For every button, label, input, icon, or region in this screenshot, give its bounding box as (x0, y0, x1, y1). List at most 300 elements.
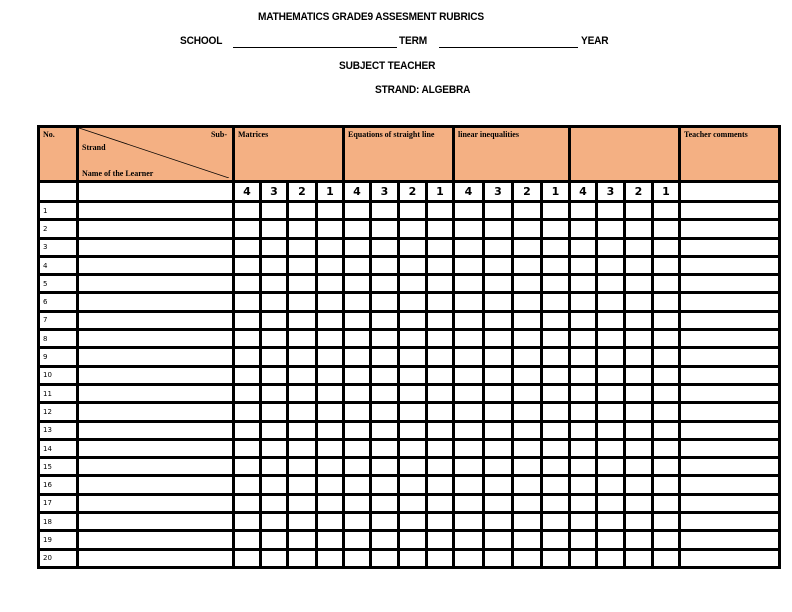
learner-name-cell[interactable] (78, 494, 234, 512)
score-cell[interactable] (344, 439, 371, 457)
score-cell[interactable] (484, 293, 513, 311)
score-cell[interactable] (484, 220, 513, 238)
score-cell[interactable] (399, 549, 427, 567)
learner-name-cell[interactable] (78, 384, 234, 402)
score-cell[interactable] (570, 476, 597, 494)
score-cell[interactable] (399, 384, 427, 402)
score-cell[interactable] (625, 494, 653, 512)
score-cell[interactable] (570, 494, 597, 512)
score-cell[interactable] (653, 311, 680, 329)
score-cell[interactable] (570, 220, 597, 238)
score-cell[interactable] (427, 476, 454, 494)
score-cell[interactable] (261, 476, 288, 494)
score-cell[interactable] (513, 202, 542, 220)
score-cell[interactable] (427, 513, 454, 531)
score-cell[interactable] (261, 366, 288, 384)
score-cell[interactable] (344, 275, 371, 293)
score-cell[interactable] (513, 476, 542, 494)
score-cell[interactable] (261, 531, 288, 549)
score-cell[interactable] (261, 330, 288, 348)
score-cell[interactable] (484, 275, 513, 293)
score-cell[interactable] (261, 403, 288, 421)
teacher-comment-cell[interactable] (680, 220, 780, 238)
score-cell[interactable] (570, 348, 597, 366)
score-cell[interactable] (344, 220, 371, 238)
teacher-comment-cell[interactable] (680, 458, 780, 476)
score-cell[interactable] (427, 384, 454, 402)
score-cell[interactable] (317, 256, 344, 274)
score-cell[interactable] (399, 513, 427, 531)
learner-name-cell[interactable] (78, 531, 234, 549)
score-cell[interactable] (454, 256, 484, 274)
score-cell[interactable] (399, 458, 427, 476)
score-cell[interactable] (597, 330, 625, 348)
score-cell[interactable] (261, 421, 288, 439)
score-cell[interactable] (371, 513, 399, 531)
score-cell[interactable] (288, 330, 317, 348)
score-cell[interactable] (570, 531, 597, 549)
score-cell[interactable] (234, 476, 261, 494)
score-cell[interactable] (653, 348, 680, 366)
score-cell[interactable] (625, 513, 653, 531)
score-cell[interactable] (317, 458, 344, 476)
score-cell[interactable] (427, 403, 454, 421)
score-cell[interactable] (371, 384, 399, 402)
score-cell[interactable] (513, 513, 542, 531)
score-cell[interactable] (570, 549, 597, 567)
score-cell[interactable] (288, 238, 317, 256)
score-cell[interactable] (653, 403, 680, 421)
learner-name-cell[interactable] (78, 476, 234, 494)
learner-name-cell[interactable] (78, 513, 234, 531)
score-cell[interactable] (625, 439, 653, 457)
score-cell[interactable] (570, 439, 597, 457)
score-cell[interactable] (484, 348, 513, 366)
score-cell[interactable] (317, 220, 344, 238)
score-cell[interactable] (317, 439, 344, 457)
score-cell[interactable] (597, 311, 625, 329)
score-cell[interactable] (344, 366, 371, 384)
score-cell[interactable] (513, 549, 542, 567)
score-cell[interactable] (399, 256, 427, 274)
learner-name-cell[interactable] (78, 439, 234, 457)
teacher-comment-cell[interactable] (680, 366, 780, 384)
teacher-comment-cell[interactable] (680, 439, 780, 457)
score-cell[interactable] (653, 366, 680, 384)
score-cell[interactable] (288, 202, 317, 220)
learner-name-cell[interactable] (78, 293, 234, 311)
score-cell[interactable] (484, 439, 513, 457)
score-cell[interactable] (317, 293, 344, 311)
score-cell[interactable] (484, 238, 513, 256)
score-cell[interactable] (261, 513, 288, 531)
score-cell[interactable] (484, 384, 513, 402)
score-cell[interactable] (542, 513, 570, 531)
teacher-comment-cell[interactable] (680, 202, 780, 220)
score-cell[interactable] (234, 238, 261, 256)
score-cell[interactable] (653, 256, 680, 274)
score-cell[interactable] (427, 330, 454, 348)
score-cell[interactable] (344, 421, 371, 439)
score-cell[interactable] (570, 384, 597, 402)
score-cell[interactable] (597, 220, 625, 238)
score-cell[interactable] (513, 330, 542, 348)
score-cell[interactable] (261, 458, 288, 476)
score-cell[interactable] (513, 384, 542, 402)
score-cell[interactable] (427, 421, 454, 439)
score-cell[interactable] (484, 256, 513, 274)
score-cell[interactable] (427, 202, 454, 220)
score-cell[interactable] (371, 238, 399, 256)
score-cell[interactable] (261, 384, 288, 402)
score-cell[interactable] (597, 256, 625, 274)
score-cell[interactable] (399, 476, 427, 494)
score-cell[interactable] (597, 238, 625, 256)
score-cell[interactable] (542, 549, 570, 567)
score-cell[interactable] (625, 256, 653, 274)
score-cell[interactable] (344, 458, 371, 476)
score-cell[interactable] (288, 458, 317, 476)
score-cell[interactable] (234, 439, 261, 457)
score-cell[interactable] (454, 275, 484, 293)
score-cell[interactable] (317, 330, 344, 348)
score-cell[interactable] (542, 311, 570, 329)
score-cell[interactable] (371, 403, 399, 421)
score-cell[interactable] (653, 531, 680, 549)
teacher-comment-cell[interactable] (680, 348, 780, 366)
score-cell[interactable] (288, 494, 317, 512)
score-cell[interactable] (484, 476, 513, 494)
score-cell[interactable] (317, 202, 344, 220)
score-cell[interactable] (542, 366, 570, 384)
score-cell[interactable] (261, 256, 288, 274)
score-cell[interactable] (344, 238, 371, 256)
score-cell[interactable] (371, 311, 399, 329)
score-cell[interactable] (344, 202, 371, 220)
score-cell[interactable] (570, 275, 597, 293)
score-cell[interactable] (427, 531, 454, 549)
score-cell[interactable] (570, 311, 597, 329)
score-cell[interactable] (234, 220, 261, 238)
score-cell[interactable] (234, 549, 261, 567)
score-cell[interactable] (399, 311, 427, 329)
score-cell[interactable] (261, 293, 288, 311)
score-cell[interactable] (371, 549, 399, 567)
learner-name-cell[interactable] (78, 366, 234, 384)
learner-name-cell[interactable] (78, 256, 234, 274)
score-cell[interactable] (427, 311, 454, 329)
score-cell[interactable] (234, 384, 261, 402)
learner-name-cell[interactable] (78, 275, 234, 293)
learner-name-cell[interactable] (78, 458, 234, 476)
score-cell[interactable] (513, 311, 542, 329)
score-cell[interactable] (597, 202, 625, 220)
score-cell[interactable] (625, 311, 653, 329)
score-cell[interactable] (344, 330, 371, 348)
score-cell[interactable] (542, 384, 570, 402)
score-cell[interactable] (454, 439, 484, 457)
score-cell[interactable] (317, 311, 344, 329)
score-cell[interactable] (261, 439, 288, 457)
score-cell[interactable] (653, 549, 680, 567)
score-cell[interactable] (597, 513, 625, 531)
teacher-comment-cell[interactable] (680, 256, 780, 274)
score-cell[interactable] (399, 403, 427, 421)
score-cell[interactable] (261, 494, 288, 512)
score-cell[interactable] (513, 366, 542, 384)
score-cell[interactable] (513, 348, 542, 366)
score-cell[interactable] (454, 366, 484, 384)
score-cell[interactable] (653, 476, 680, 494)
score-cell[interactable] (454, 293, 484, 311)
score-cell[interactable] (653, 293, 680, 311)
score-cell[interactable] (234, 403, 261, 421)
score-cell[interactable] (261, 311, 288, 329)
score-cell[interactable] (484, 421, 513, 439)
score-cell[interactable] (261, 275, 288, 293)
score-cell[interactable] (371, 458, 399, 476)
score-cell[interactable] (261, 220, 288, 238)
score-cell[interactable] (542, 256, 570, 274)
score-cell[interactable] (653, 330, 680, 348)
school-field[interactable] (233, 47, 397, 48)
score-cell[interactable] (454, 311, 484, 329)
score-cell[interactable] (542, 458, 570, 476)
score-cell[interactable] (427, 494, 454, 512)
score-cell[interactable] (261, 549, 288, 567)
score-cell[interactable] (597, 275, 625, 293)
score-cell[interactable] (234, 513, 261, 531)
score-cell[interactable] (288, 549, 317, 567)
score-cell[interactable] (399, 531, 427, 549)
score-cell[interactable] (454, 531, 484, 549)
score-cell[interactable] (234, 275, 261, 293)
teacher-comment-cell[interactable] (680, 403, 780, 421)
score-cell[interactable] (317, 421, 344, 439)
score-cell[interactable] (344, 494, 371, 512)
score-cell[interactable] (371, 531, 399, 549)
score-cell[interactable] (653, 384, 680, 402)
score-cell[interactable] (542, 275, 570, 293)
teacher-comment-cell[interactable] (680, 476, 780, 494)
teacher-comment-cell[interactable] (680, 384, 780, 402)
score-cell[interactable] (317, 549, 344, 567)
score-cell[interactable] (653, 439, 680, 457)
learner-name-cell[interactable] (78, 348, 234, 366)
score-cell[interactable] (261, 348, 288, 366)
score-cell[interactable] (484, 549, 513, 567)
score-cell[interactable] (484, 494, 513, 512)
score-cell[interactable] (427, 293, 454, 311)
score-cell[interactable] (570, 238, 597, 256)
score-cell[interactable] (570, 421, 597, 439)
score-cell[interactable] (371, 293, 399, 311)
score-cell[interactable] (427, 220, 454, 238)
score-cell[interactable] (570, 403, 597, 421)
score-cell[interactable] (625, 220, 653, 238)
score-cell[interactable] (625, 275, 653, 293)
teacher-comment-cell[interactable] (680, 494, 780, 512)
score-cell[interactable] (371, 366, 399, 384)
score-cell[interactable] (597, 494, 625, 512)
score-cell[interactable] (288, 220, 317, 238)
score-cell[interactable] (317, 275, 344, 293)
teacher-comment-cell[interactable] (680, 238, 780, 256)
score-cell[interactable] (454, 549, 484, 567)
score-cell[interactable] (542, 403, 570, 421)
teacher-comment-cell[interactable] (680, 293, 780, 311)
teacher-comment-cell[interactable] (680, 549, 780, 567)
score-cell[interactable] (344, 348, 371, 366)
score-cell[interactable] (625, 476, 653, 494)
score-cell[interactable] (399, 348, 427, 366)
score-cell[interactable] (542, 330, 570, 348)
score-cell[interactable] (542, 220, 570, 238)
score-cell[interactable] (542, 202, 570, 220)
score-cell[interactable] (513, 439, 542, 457)
score-cell[interactable] (399, 202, 427, 220)
score-cell[interactable] (570, 202, 597, 220)
score-cell[interactable] (542, 293, 570, 311)
score-cell[interactable] (399, 220, 427, 238)
score-cell[interactable] (454, 202, 484, 220)
score-cell[interactable] (399, 421, 427, 439)
score-cell[interactable] (261, 202, 288, 220)
score-cell[interactable] (234, 293, 261, 311)
score-cell[interactable] (234, 256, 261, 274)
score-cell[interactable] (542, 494, 570, 512)
score-cell[interactable] (484, 403, 513, 421)
score-cell[interactable] (454, 330, 484, 348)
score-cell[interactable] (399, 275, 427, 293)
score-cell[interactable] (513, 458, 542, 476)
learner-name-cell[interactable] (78, 549, 234, 567)
score-cell[interactable] (597, 476, 625, 494)
score-cell[interactable] (653, 220, 680, 238)
score-cell[interactable] (317, 384, 344, 402)
score-cell[interactable] (625, 384, 653, 402)
score-cell[interactable] (484, 531, 513, 549)
score-cell[interactable] (454, 384, 484, 402)
score-cell[interactable] (234, 348, 261, 366)
score-cell[interactable] (317, 348, 344, 366)
score-cell[interactable] (317, 238, 344, 256)
score-cell[interactable] (484, 330, 513, 348)
score-cell[interactable] (625, 531, 653, 549)
score-cell[interactable] (513, 531, 542, 549)
score-cell[interactable] (371, 476, 399, 494)
score-cell[interactable] (344, 256, 371, 274)
score-cell[interactable] (427, 256, 454, 274)
score-cell[interactable] (597, 531, 625, 549)
score-cell[interactable] (317, 494, 344, 512)
score-cell[interactable] (288, 403, 317, 421)
score-cell[interactable] (625, 366, 653, 384)
learner-name-cell[interactable] (78, 421, 234, 439)
score-cell[interactable] (288, 348, 317, 366)
score-cell[interactable] (234, 311, 261, 329)
score-cell[interactable] (344, 549, 371, 567)
score-cell[interactable] (234, 531, 261, 549)
score-cell[interactable] (261, 238, 288, 256)
teacher-comment-cell[interactable] (680, 513, 780, 531)
score-cell[interactable] (288, 531, 317, 549)
score-cell[interactable] (570, 366, 597, 384)
learner-name-cell[interactable] (78, 330, 234, 348)
score-cell[interactable] (597, 403, 625, 421)
learner-name-cell[interactable] (78, 311, 234, 329)
score-cell[interactable] (288, 366, 317, 384)
score-cell[interactable] (570, 458, 597, 476)
score-cell[interactable] (317, 531, 344, 549)
teacher-comment-cell[interactable] (680, 421, 780, 439)
score-cell[interactable] (625, 202, 653, 220)
score-cell[interactable] (597, 549, 625, 567)
score-cell[interactable] (625, 458, 653, 476)
teacher-comment-cell[interactable] (680, 531, 780, 549)
score-cell[interactable] (513, 220, 542, 238)
score-cell[interactable] (653, 494, 680, 512)
score-cell[interactable] (597, 439, 625, 457)
teacher-comment-cell[interactable] (680, 330, 780, 348)
score-cell[interactable] (399, 439, 427, 457)
score-cell[interactable] (317, 403, 344, 421)
teacher-comment-cell[interactable] (680, 275, 780, 293)
score-cell[interactable] (570, 330, 597, 348)
score-cell[interactable] (513, 238, 542, 256)
score-cell[interactable] (542, 421, 570, 439)
score-cell[interactable] (597, 421, 625, 439)
score-cell[interactable] (570, 293, 597, 311)
score-cell[interactable] (454, 513, 484, 531)
score-cell[interactable] (371, 439, 399, 457)
score-cell[interactable] (625, 238, 653, 256)
score-cell[interactable] (399, 366, 427, 384)
score-cell[interactable] (625, 403, 653, 421)
score-cell[interactable] (484, 366, 513, 384)
score-cell[interactable] (653, 238, 680, 256)
score-cell[interactable] (542, 531, 570, 549)
score-cell[interactable] (344, 293, 371, 311)
learner-name-cell[interactable] (78, 403, 234, 421)
score-cell[interactable] (427, 549, 454, 567)
score-cell[interactable] (597, 384, 625, 402)
score-cell[interactable] (288, 421, 317, 439)
score-cell[interactable] (454, 476, 484, 494)
score-cell[interactable] (344, 311, 371, 329)
score-cell[interactable] (625, 348, 653, 366)
score-cell[interactable] (427, 439, 454, 457)
score-cell[interactable] (542, 348, 570, 366)
score-cell[interactable] (454, 421, 484, 439)
score-cell[interactable] (399, 293, 427, 311)
score-cell[interactable] (288, 275, 317, 293)
score-cell[interactable] (427, 348, 454, 366)
score-cell[interactable] (653, 421, 680, 439)
score-cell[interactable] (484, 513, 513, 531)
score-cell[interactable] (371, 494, 399, 512)
score-cell[interactable] (288, 311, 317, 329)
score-cell[interactable] (399, 330, 427, 348)
score-cell[interactable] (288, 476, 317, 494)
score-cell[interactable] (317, 476, 344, 494)
score-cell[interactable] (234, 330, 261, 348)
score-cell[interactable] (371, 330, 399, 348)
score-cell[interactable] (653, 202, 680, 220)
score-cell[interactable] (234, 366, 261, 384)
score-cell[interactable] (288, 439, 317, 457)
score-cell[interactable] (625, 293, 653, 311)
